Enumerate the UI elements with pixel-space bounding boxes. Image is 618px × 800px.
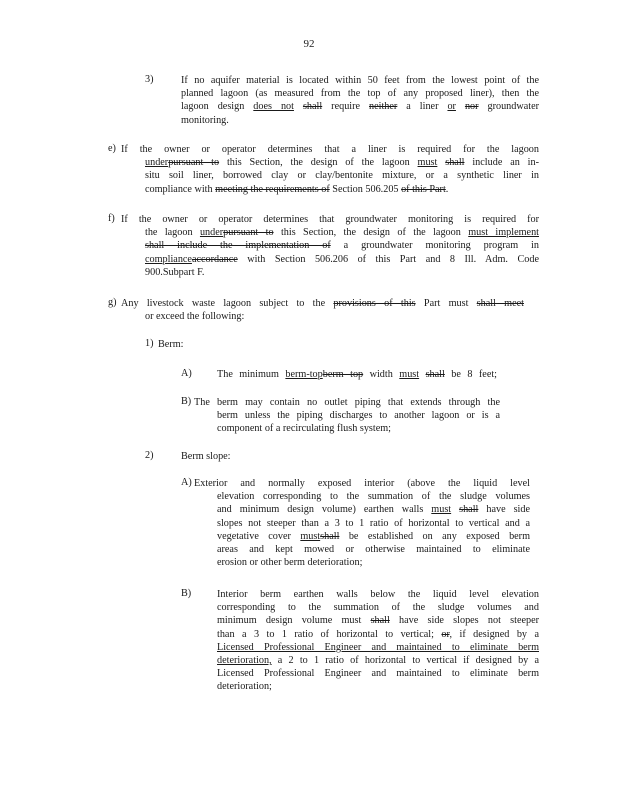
item-f-text: If the owner or operator determines that groundwater monitoring is required for the lagoon underpursuant to this Section, the design of the lagoon must implement shall include the implementation of a groundwater monitoring program in complianceaccordance with Section 506.206 of this Part and 8 Ill. Adm. Code 900.Subpart F. [121,214,539,278]
slope-marker: 2) [145,450,154,461]
slope-a-marker: A) [181,477,192,488]
berm-a-text: The minimum berm-topberm top width must shall be 8 feet; [217,369,498,380]
item-e-text: If the owner or operator determines that a liner is required for the lagoon underpursuant to this Section, the design of the lagoon must shall include an in- situ soil liner, borrowed clay or clay/bentonite mixture, or a synthetic liner in compliance with meeting the requirements of Section 506.205 of this Part. [121,144,539,195]
item-e-marker: e) [108,143,116,154]
berm-marker: 1) [145,338,154,349]
slope-a-text: Exterior and normally exposed interior (above the liquid level elevation corresponding to the summation of the sludge volumes and minimum design volume) earthen walls must shall have side slopes not steeper than a 3 to 1 ratio of horizontal to vertical and a vegetative cover mustshall be established on any exposed berm areas and kept mowed or otherwise maintained to eliminate erosion or other berm deterioration; [194,478,530,569]
item-3-marker: 3) [145,74,154,85]
berm-heading: Berm: [158,339,184,350]
berm-a-marker: A) [181,368,192,379]
slope-b-marker: B) [181,588,192,599]
page-number: 92 [303,38,315,50]
slope-heading: Berm slope: [181,451,231,462]
item-3-text: If no aquifer material is located within 50 feet from the lowest point of the planned lagoon (as measured from the top of any proposed liner), then the lagoon design does not shall require neither a liner or nor groundwater monitoring. [181,75,539,126]
berm-b-text: The berm may contain no outlet piping that extends through the berm unless the piping discharges to another lagoon or is a component of a recirculating flush system; [194,397,500,435]
item-f-marker: f) [108,213,115,224]
item-g-marker: g) [108,297,117,308]
berm-b-marker: B) [181,396,192,407]
slope-b-text: Interior berm earthen walls below the liquid level elevation corresponding to the summation of the sludge volumes and minimum design volume must shall have side slopes not steeper than a 3 to 1 ratio of horizontal to vertical; or, if designed by a Licensed Professional Engineer and maintained to eliminate berm deterioration, a 2 to 1 ratio of horizontal to vertical if designed by a Licensed Professional Engineer and maintained to eliminate berm deterioration; [217,589,539,693]
item-g-text: Any livestock waste lagoon subject to the provisions of this Part must shall meet or exceed the following: [121,298,524,323]
